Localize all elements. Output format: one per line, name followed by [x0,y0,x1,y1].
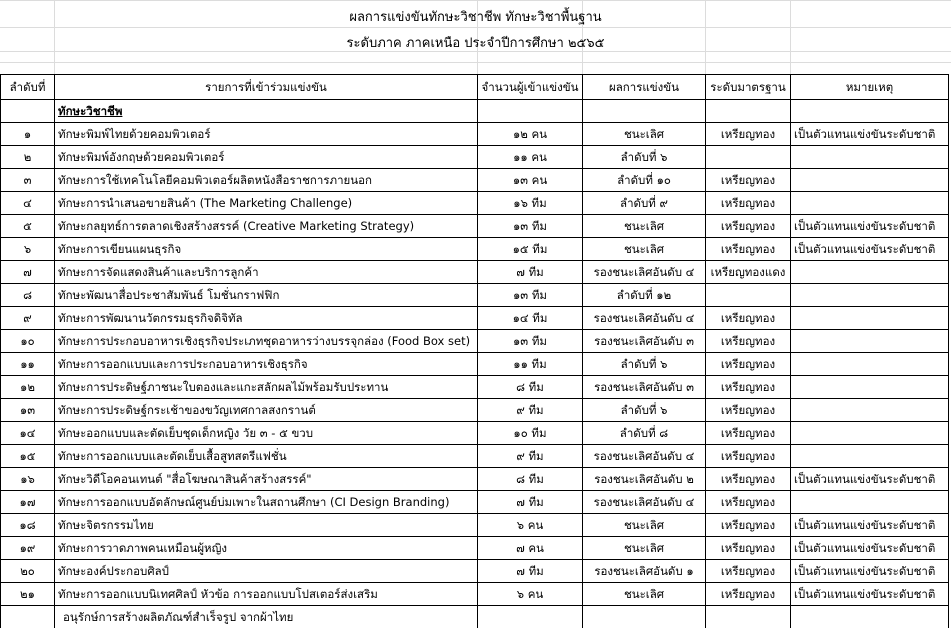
table-row [1,491,949,514]
cell-standard[interactable]: เหรียญทอง [706,353,791,376]
cell-item[interactable]: ทักษะองค์ประกอบศิลป์ [55,560,478,583]
cell-note[interactable] [791,491,949,514]
cell[interactable] [1,100,55,123]
header-item[interactable]: รายการที่เข้าร่วมแข่งขัน [55,75,478,100]
cell-rank[interactable]: ๑๓ [1,399,55,422]
cell-count[interactable]: ๑๓ ทีม [478,330,583,353]
cell-note[interactable]: เป็นตัวแทนแข่งขันระดับชาติ [791,215,949,238]
cell-count[interactable]: ๑๒ คน [478,123,583,146]
cell-standard[interactable]: เหรียญทอง [706,399,791,422]
table-row [1,468,949,491]
cell-note[interactable] [791,146,949,169]
category-label: ทักษะวิชาชีพ [58,104,123,118]
cell-item[interactable]: ทักษะการออกแบบอัตลักษณ์ศูนย์บ่มเพาะในสถานศึกษา (CI Design Branding) [55,491,478,514]
cell[interactable] [791,606,949,629]
cell-rank[interactable]: ๘ [1,284,55,307]
cell-result[interactable]: รองชนะเลิศอันดับ ๒ [583,468,706,491]
table-row [1,192,949,215]
cell-item[interactable]: ทักษะพัฒนาสื่อประชาสัมพันธ์ โมชั่นกราฟฟิก [55,284,478,307]
cell-result[interactable]: ชนะเลิศ [583,514,706,537]
table-row [1,146,949,169]
cell-item[interactable]: ทักษะกลยุทธ์การตลาดเชิงสร้างสรรค์ (Creative Marketing Strategy) [55,215,478,238]
cell-result[interactable]: ลำดับที่ ๑๒ [583,284,706,307]
cell-count[interactable]: ๖ คน [478,514,583,537]
cell-result[interactable]: รองชนะเลิศอันดับ ๔ [583,445,706,468]
cell[interactable] [583,606,706,629]
cell-item[interactable]: ทักษะจิตรกรรมไทย [55,514,478,537]
cell-standard[interactable]: เหรียญทอง [706,468,791,491]
cell[interactable] [791,100,949,123]
cell-standard[interactable]: เหรียญทอง [706,514,791,537]
cell-result[interactable]: ลำดับที่ ๙ [583,192,706,215]
grid-line [0,62,951,63]
cell-count[interactable]: ๖ คน [478,583,583,606]
page-title: ผลการแข่งขันทักษะวิชาชีพ ทักษะวิชาพื้นฐาน [349,10,602,25]
cell[interactable] [706,100,791,123]
cell-result[interactable]: รองชนะเลิศอันดับ ๔ [583,261,706,284]
cell-standard[interactable]: เหรียญทอง [706,330,791,353]
cell-result[interactable]: รองชนะเลิศอันดับ ๔ [583,491,706,514]
cell-rank[interactable]: ๑๕ [1,445,55,468]
cell-standard[interactable]: เหรียญทอง [706,537,791,560]
cell-count[interactable]: ๑๓ ทีม [478,284,583,307]
table-row [1,445,949,468]
cell-item[interactable]: ทักษะวิดีโอคอนเทนต์ "สื่อโฆษณาสินค้าสร้างสรรค์" [55,468,478,491]
cell-result[interactable]: รองชนะเลิศอันดับ ๓ [583,330,706,353]
cell-note[interactable]: เป็นตัวแทนแข่งขันระดับชาติ [791,468,949,491]
table-row [1,169,949,192]
cell-standard[interactable]: เหรียญทอง [706,422,791,445]
cell-item-continuation[interactable]: อนุรักษ์การสร้างผลิตภัณฑ์สำเร็จรูป จากผ้าไทย [55,606,478,629]
cell-rank[interactable]: ๒๑ [1,583,55,606]
cell-rank[interactable]: ๑๐ [1,330,55,353]
header-standard[interactable]: ระดับมาตรฐาน [706,75,791,100]
cell-count[interactable]: ๗ ทีม [478,261,583,284]
cell-standard[interactable]: เหรียญทอง [706,583,791,606]
cell-note[interactable]: เป็นตัวแทนแข่งขันระดับชาติ [791,123,949,146]
cell-count[interactable]: ๗ ทีม [478,560,583,583]
table-row [1,560,949,583]
table-row [1,284,949,307]
cell-standard[interactable]: เหรียญทอง [706,238,791,261]
cell-rank[interactable]: ๓ [1,169,55,192]
table-row [1,215,949,238]
cell-note[interactable] [791,445,949,468]
cell-rank[interactable]: ๑๔ [1,422,55,445]
table-row [1,583,949,606]
table-header-row [1,75,949,100]
cell-count[interactable]: ๘ ทีม [478,468,583,491]
cell-standard[interactable]: เหรียญทอง [706,376,791,399]
cell-count[interactable]: ๑๓ คน [478,169,583,192]
cell-standard[interactable]: เหรียญทอง [706,192,791,215]
cell-rank[interactable]: ๒ [1,146,55,169]
cell-item[interactable]: ทักษะออกแบบและตัดเย็บชุดเด็กหญิง วัย ๓ - ๕ ขวบ [55,422,478,445]
cell-count[interactable]: ๗ คน [478,537,583,560]
cell-count[interactable]: ๙ ทีม [478,445,583,468]
cell[interactable] [478,100,583,123]
cell-standard[interactable] [706,146,791,169]
header-count[interactable]: จำนวนผู้เข้าแข่งขัน [478,75,583,100]
table-row [1,376,949,399]
cell-count[interactable]: ๑๑ ทีม [478,353,583,376]
table-row [1,537,949,560]
cell-item[interactable]: ทักษะการวาดภาพคนเหมือนผู้หญิง [55,537,478,560]
table-body [1,100,949,629]
cell-count[interactable]: ๑๔ ทีม [478,307,583,330]
cell-standard[interactable]: เหรียญทอง [706,560,791,583]
cell-note[interactable]: เป็นตัวแทนแข่งขันระดับชาติ [791,560,949,583]
table-row [1,514,949,537]
cell-rank[interactable]: ๕ [1,215,55,238]
table-row [1,123,949,146]
cell-note[interactable] [791,169,949,192]
cell-rank[interactable]: ๖ [1,238,55,261]
cell[interactable] [55,100,478,123]
table-row [1,330,949,353]
cell-result[interactable]: ลำดับที่ ๘ [583,422,706,445]
continuation-row [1,606,949,629]
cell-item[interactable]: ทักษะการใช้เทคโนโลยีคอมพิวเตอร์ผลิตหนังสือราชการภายนอก [55,169,478,192]
cell-standard[interactable]: เหรียญทองแดง [706,261,791,284]
cell-standard[interactable]: เหรียญทอง [706,169,791,192]
cell-result[interactable]: ลำดับที่ ๖ [583,146,706,169]
cell-item[interactable]: ทักษะการออกแบบนิเทศศิลป์ หัวข้อ การออกแบบโปสเตอร์ส่งเสริม [55,583,478,606]
cell-rank[interactable]: ๔ [1,192,55,215]
cell-rank[interactable]: ๑๙ [1,537,55,560]
cell-standard[interactable]: เหรียญทอง [706,445,791,468]
cell-count[interactable]: ๙ ทีม [478,399,583,422]
cell-item[interactable]: ทักษะพิมพ์อังกฤษด้วยคอมพิวเตอร์ [55,146,478,169]
cell-note[interactable] [791,261,949,284]
cell-result[interactable]: ชนะเลิศ [583,215,706,238]
cell-count[interactable]: ๗ ทีม [478,491,583,514]
cell-note[interactable] [791,192,949,215]
cell[interactable] [583,100,706,123]
cell-standard[interactable]: เหรียญทอง [706,123,791,146]
cell-standard[interactable]: เหรียญทอง [706,491,791,514]
cell-standard[interactable]: เหรียญทอง [706,307,791,330]
cell-item[interactable]: ทักษะการออกแบบและตัดเย็บเสื้อสูทสตรีแฟชั่น [55,445,478,468]
cell-count[interactable]: ๑๖ ทีม [478,192,583,215]
cell-item[interactable]: ทักษะพิมพ์ไทยด้วยคอมพิวเตอร์ [55,123,478,146]
cell[interactable] [478,606,583,629]
cell-note[interactable] [791,284,949,307]
cell-item[interactable]: ทักษะการเขียนแผนธุรกิจ [55,238,478,261]
table-row [1,422,949,445]
cell-standard[interactable] [706,284,791,307]
cell-result[interactable]: ลำดับที่ ๖ [583,353,706,376]
cell-rank[interactable]: ๑๑ [1,353,55,376]
grid-line [0,0,951,1]
cell-result[interactable]: ชนะเลิศ [583,123,706,146]
cell-note[interactable] [791,330,949,353]
table-row [1,353,949,376]
cell-count[interactable]: ๘ ทีม [478,376,583,399]
cell-item[interactable]: ทักษะการจัดแสดงสินค้าและบริการลูกค้า [55,261,478,284]
cell-item[interactable]: ทักษะการพัฒนานวัตกรรมธุรกิจดิจิทัล [55,307,478,330]
table-row [1,399,949,422]
cell-count[interactable]: ๑๓ ทีม [478,215,583,238]
cell-note[interactable]: เป็นตัวแทนแข่งขันระดับชาติ [791,514,949,537]
cell-note[interactable] [791,353,949,376]
cell-rank[interactable]: ๙ [1,307,55,330]
cell-item[interactable]: ทักษะการประดิษฐ์ภาชนะใบตองและแกะสลักผลไม้พร้อมรับประทาน [55,376,478,399]
cell-rank[interactable]: ๑๒ [1,376,55,399]
cell-rank[interactable]: ๑๘ [1,514,55,537]
results-table [0,74,949,628]
cell-result[interactable]: รองชนะเลิศอันดับ ๓ [583,376,706,399]
cell-count[interactable]: ๑๐ ทีม [478,422,583,445]
cell-item[interactable]: ทักษะการนำเสนอขายสินค้า (The Marketing Challenge) [55,192,478,215]
cell-rank[interactable]: ๑๖ [1,468,55,491]
cell-note[interactable]: เป็นตัวแทนแข่งขันระดับชาติ [791,238,949,261]
cell-result[interactable]: ชนะเลิศ [583,537,706,560]
cell-item[interactable]: ทักษะการประกอบอาหารเชิงธุรกิจประเภทชุดอาหารว่างบรรจุกล่อง (Food Box set) [55,330,478,353]
cell-rank[interactable]: ๑๗ [1,491,55,514]
cell-count[interactable]: ๑๑ คน [478,146,583,169]
cell-item[interactable]: ทักษะการประดิษฐ์กระเช้าของขวัญเทศกาลสงกรานต์ [55,399,478,422]
cell-result[interactable]: ลำดับที่ ๑๐ [583,169,706,192]
cell-note[interactable] [791,399,949,422]
cell-note[interactable] [791,307,949,330]
cell-note[interactable]: เป็นตัวแทนแข่งขันระดับชาติ [791,537,949,560]
cell-count[interactable]: ๑๕ ทีม [478,238,583,261]
cell-result[interactable]: ลำดับที่ ๖ [583,399,706,422]
cell-rank[interactable]: ๑ [1,123,55,146]
page-subtitle: ระดับภาค ภาคเหนือ ประจำปีการศึกษา ๒๕๖๕ [346,36,605,51]
cell-result[interactable]: ชนะเลิศ [583,583,706,606]
cell-note[interactable] [791,376,949,399]
table-row [1,238,949,261]
header-note[interactable]: หมายเหตุ [791,75,949,100]
cell[interactable] [1,606,55,629]
cell[interactable] [706,606,791,629]
cell-result[interactable]: รองชนะเลิศอันดับ ๔ [583,307,706,330]
table-row [1,307,949,330]
cell-note[interactable]: เป็นตัวแทนแข่งขันระดับชาติ [791,583,949,606]
category-row [1,100,949,123]
cell-standard[interactable]: เหรียญทอง [706,215,791,238]
cell-result[interactable]: ชนะเลิศ [583,238,706,261]
cell-result[interactable]: รองชนะเลิศอันดับ ๑ [583,560,706,583]
table-row [1,261,949,284]
header-rank[interactable]: ลำดับที่ [1,75,55,100]
header-result[interactable]: ผลการแข่งขัน [583,75,706,100]
cell-rank[interactable]: ๗ [1,261,55,284]
cell-note[interactable] [791,422,949,445]
cell-item[interactable]: ทักษะการออกแบบและการประกอบอาหารเชิงธุรกิจ [55,353,478,376]
cell-rank[interactable]: ๒๐ [1,560,55,583]
grid-line [0,27,951,28]
